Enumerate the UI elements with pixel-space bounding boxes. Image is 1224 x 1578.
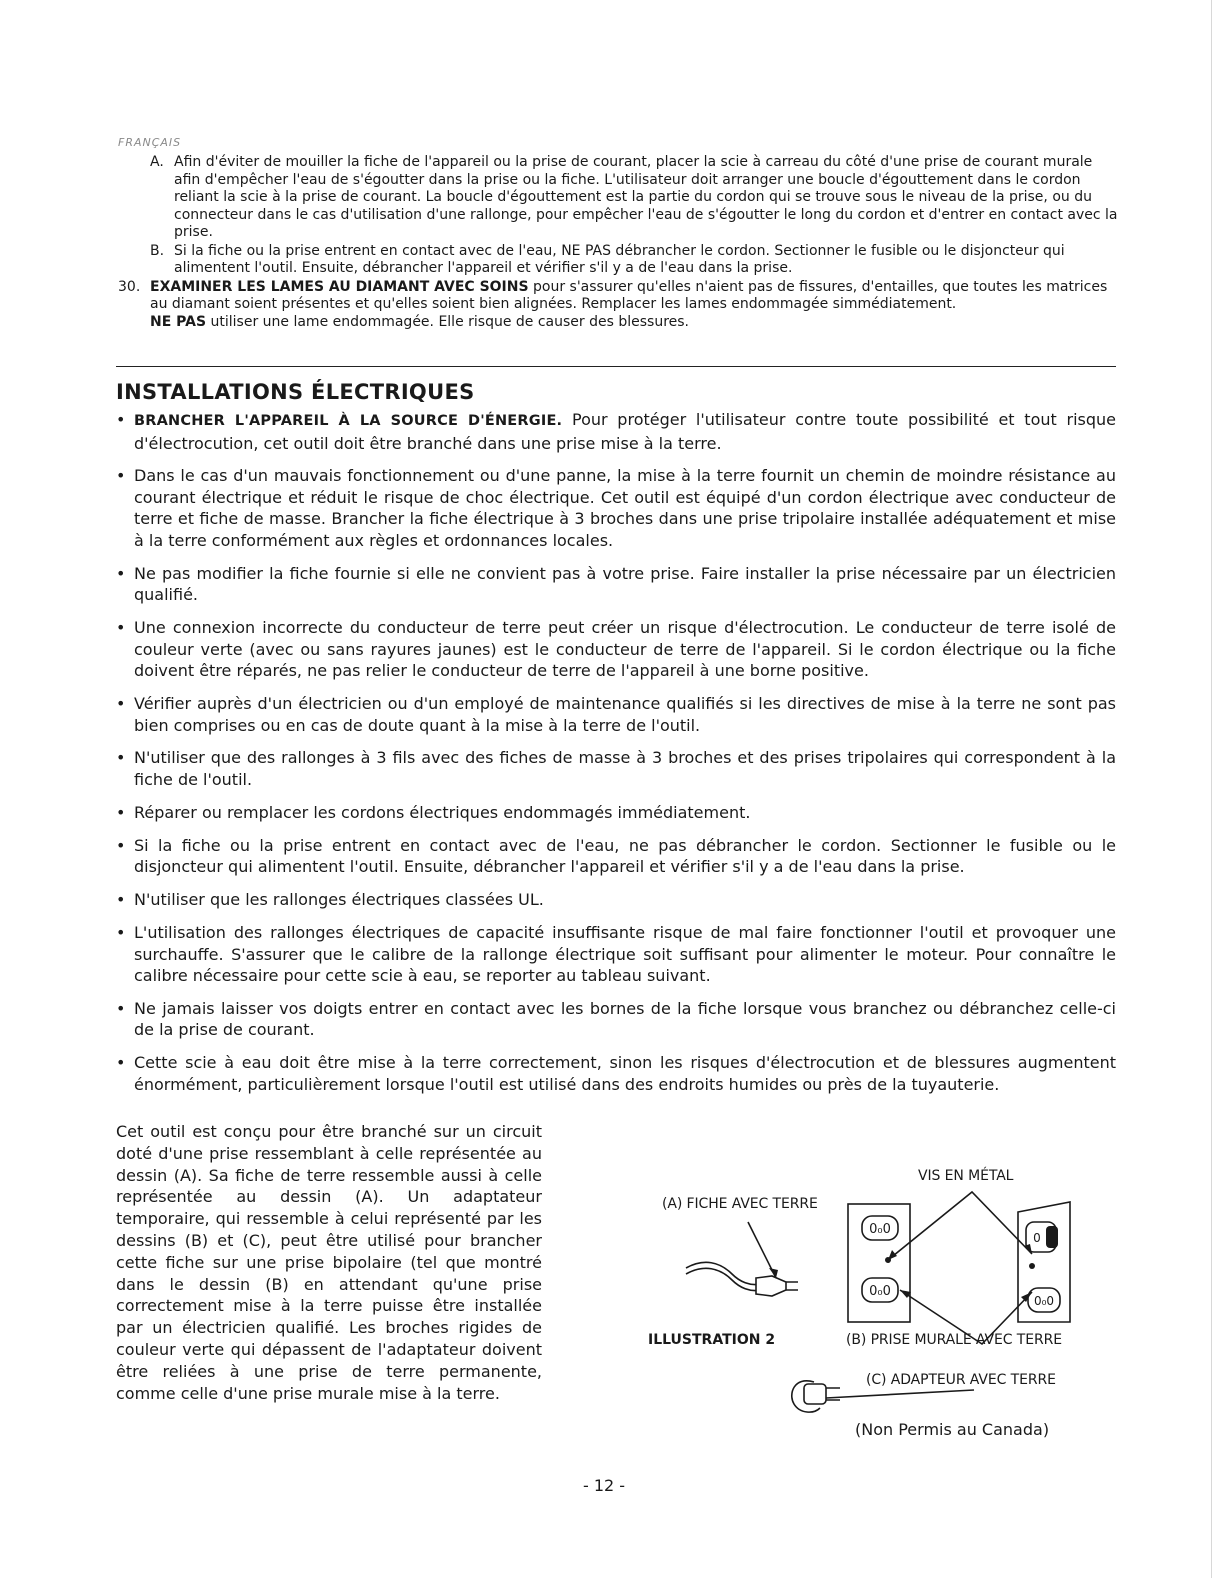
- item-text: Afin d'éviter de mouiller la fiche de l'appareil ou la prise de courant, placer la scie à carreau du côté d'une prise de courant murale afin d'empêcher l'eau de s'égoutter dans la prise ou la fiche. L'utilisateur doit arranger une boucle d'égouttement dans le cordon reliant la scie à la prise de courant. La boucle d'égouttement est la partie du cordon qui se trouve sous le niveau de la prise, ou du connecteur dans le cas d'utilisation d'une rallonge, pour empêcher l'eau de s'égoutter le long du cordon et d'entrer en contact avec la prise.: [174, 154, 1118, 240]
- bullet-item: [116, 889, 1116, 911]
- bullet-item: [116, 409, 1116, 454]
- bullet-lead: BRANCHER L'APPAREIL À LA SOURCE D'ÉNERGIE.: [134, 413, 563, 429]
- bullet-item: [116, 465, 1116, 551]
- item-marker: A.: [150, 154, 164, 170]
- item-text: pour s'assurer qu'elles n'aient pas de fissures, d'entailles, que toutes les matrices au diamant soient présentes et qu'elles soient bien alignées. Remplacer les lames endommagée simmédiatement.: [150, 278, 1108, 312]
- bullet-item: [116, 922, 1116, 987]
- item-lead: EXAMINER LES LAMES AU DIAMANT AVEC SOINS: [150, 278, 529, 295]
- language-tag: FRANÇAIS: [118, 136, 182, 149]
- bullet-item: [116, 835, 1116, 878]
- bullet-text: Ne pas modifier la fiche fournie si elle ne convient pas à votre prise. Faire installer la prise nécessaire par un électricien qualifié.: [134, 563, 1116, 605]
- label-wall-outlet: (B) PRISE MURALE AVEC TERRE: [846, 1332, 1062, 1348]
- item-number: 30.: [118, 278, 141, 295]
- item-warning-lead: NE PAS: [150, 313, 207, 330]
- bullet-text: Réparer ou remplacer les cordons électriques endommagés immédiatement.: [134, 802, 751, 822]
- bullet-text: Pour protéger l'utilisateur contre toute possibilité et tout risque d'électrocution, cet outil doit être branché dans une prise mise à la terre.: [134, 410, 1116, 453]
- bullet-text: Ne jamais laisser vos doigts entrer en contact avec les bornes de la fiche lorsque vous branchez ou débranchez celle-ci de la prise de courant.: [134, 998, 1116, 1040]
- bullet-item: [116, 1052, 1116, 1095]
- bullet-item: [116, 802, 1116, 824]
- item-text: Si la fiche ou la prise entrent en contact avec de l'eau, NE PAS débrancher le cordon. Sectionner le fusible ou le disjoncteur qui alimentent l'outil. Ensuite, débrancher l'appareil et vérifier s'il y a de l'eau dans la prise.: [174, 242, 1065, 276]
- grounded-adapter-drawing: [792, 1381, 974, 1412]
- wall-outlet-drawing: [848, 1204, 910, 1322]
- svg-text:0₀0: 0₀0: [869, 1284, 891, 1299]
- svg-text:0₀0: 0₀0: [869, 1222, 891, 1237]
- svg-text:0₀0: 0₀0: [1033, 1294, 1055, 1308]
- grounding-paragraph: Cet outil est conçu pour être branché sur un circuit doté d'une prise ressemblant à celle représentée au dessin (A). Sa fiche de terre ressemble aussi à celle représentée au dessin (A). Un adaptateur temporaire, qui ressemble à celui représenté par les dessins (B) et (C), peut être utilisé pour brancher cette fiche sur une prise bipolaire (tel que montré dans le dessin (B) en attendant qu'une prise correctement mise à la terre puisse être installée par un électricien qualifié. Les broches rigides de couleur verte qui dépassent de l'adaptateur doivent être reliées à une prise de terre permanente, comme celle d'une prise murale mise à la terre.: [116, 1122, 542, 1403]
- label-grounded-plug: (A) FICHE AVEC TERRE: [662, 1196, 818, 1212]
- bullet-item: [116, 998, 1116, 1041]
- label-adapter: (C) ADAPTEUR AVEC TERRE: [866, 1372, 1056, 1388]
- scan-edge-line: [1211, 0, 1212, 1578]
- grounded-plug-drawing: [686, 1222, 798, 1296]
- bullet-item: [116, 617, 1116, 682]
- illustration-caption: ILLUSTRATION 2: [648, 1332, 776, 1348]
- item-marker: B.: [150, 242, 165, 259]
- bullet-text: Si la fiche ou la prise entrent en contact avec de l'eau, ne pas débrancher le cordon. Sectionner le fusible ou le disjoncteur qui alimentent l'outil. Ensuite, débrancher l'appareil et vérifier s'il y a de l'eau dans la prise.: [134, 835, 1116, 877]
- canada-restriction-note: (Non Permis au Canada): [855, 1420, 1050, 1439]
- bullet-text: Cette scie à eau doit être mise à la terre correctement, sinon les risques d'électrocution et de blessures augmentent énormément, particulièrement lorsque l'outil est utilisé dans des endroits humides ou près de la tuyauterie.: [134, 1053, 1116, 1094]
- sub-item-b: [118, 243, 1118, 278]
- illustration-2: [600, 1150, 1140, 1450]
- item-30: [118, 279, 1118, 332]
- electrical-bullet-list: [116, 409, 1116, 1107]
- bullet-item: [116, 563, 1116, 606]
- bullet-text: N'utiliser que les rallonges électriques classées UL.: [134, 890, 544, 910]
- svg-text:0: 0: [1033, 1231, 1041, 1245]
- section-title: INSTALLATIONS ÉLECTRIQUES: [116, 380, 475, 404]
- item-warning-text: utiliser une lame endommagée. Elle risque de causer des blessures.: [206, 313, 690, 330]
- section-divider: [116, 366, 1116, 367]
- bullet-text: Vérifier auprès d'un électricien ou d'un employé de maintenance qualifiés si les directives de mise à la terre ne sont pas bien comprises ou en cas de doute quant à la mise à la terre de l'outil.: [134, 694, 1116, 735]
- safety-items-continued: [118, 154, 1118, 331]
- label-metal-screw: VIS EN MÉTAL: [918, 1168, 1014, 1184]
- adapter-outlet-drawing: [1018, 1202, 1070, 1322]
- sub-item-a: [118, 154, 1118, 242]
- bullet-text: Dans le cas d'un mauvais fonctionnement ou d'une panne, la mise à la terre fournit un chemin de moindre résistance au courant électrique et réduit le risque de choc électrique. Cet outil est équipé d'un cordon électrique avec conducteur de terre et fiche de masse. Brancher la fiche électrique à 3 broches dans une prise tripolaire installée adéquatement et mise à la terre conformément aux règles et ordonnances locales.: [134, 466, 1116, 550]
- bullet-text: Une connexion incorrecte du conducteur de terre peut créer un risque d'électrocution. Le conducteur de terre isolé de couleur verte (avec ou sans rayures jaunes) est le conducteur de terre de l'appareil. Si le cordon électrique ou la fiche doivent être réparés, ne pas relier le conducteur de terre de l'appareil à une borne positive.: [134, 618, 1116, 681]
- plug-and-outlet-drawing: [600, 1150, 1140, 1420]
- page-number: - 12 -: [583, 1476, 626, 1495]
- bullet-item: [116, 693, 1116, 736]
- bullet-text: L'utilisation des rallonges électriques de capacité insuffisante risque de mal faire fonctionner l'outil et provoquer une surchauffe. S'assurer que le calibre de la rallonge électrique soit suffisant pour alimenter le moteur. Pour connaître le calibre nécessaire pour cette scie à eau, se reporter au tableau suivant.: [134, 923, 1116, 986]
- bullet-text: N'utiliser que des rallonges à 3 fils avec des fiches de masse à 3 broches et des prises tripolaires qui correspondent à la fiche de l'outil.: [134, 748, 1116, 789]
- bullet-item: [116, 747, 1116, 790]
